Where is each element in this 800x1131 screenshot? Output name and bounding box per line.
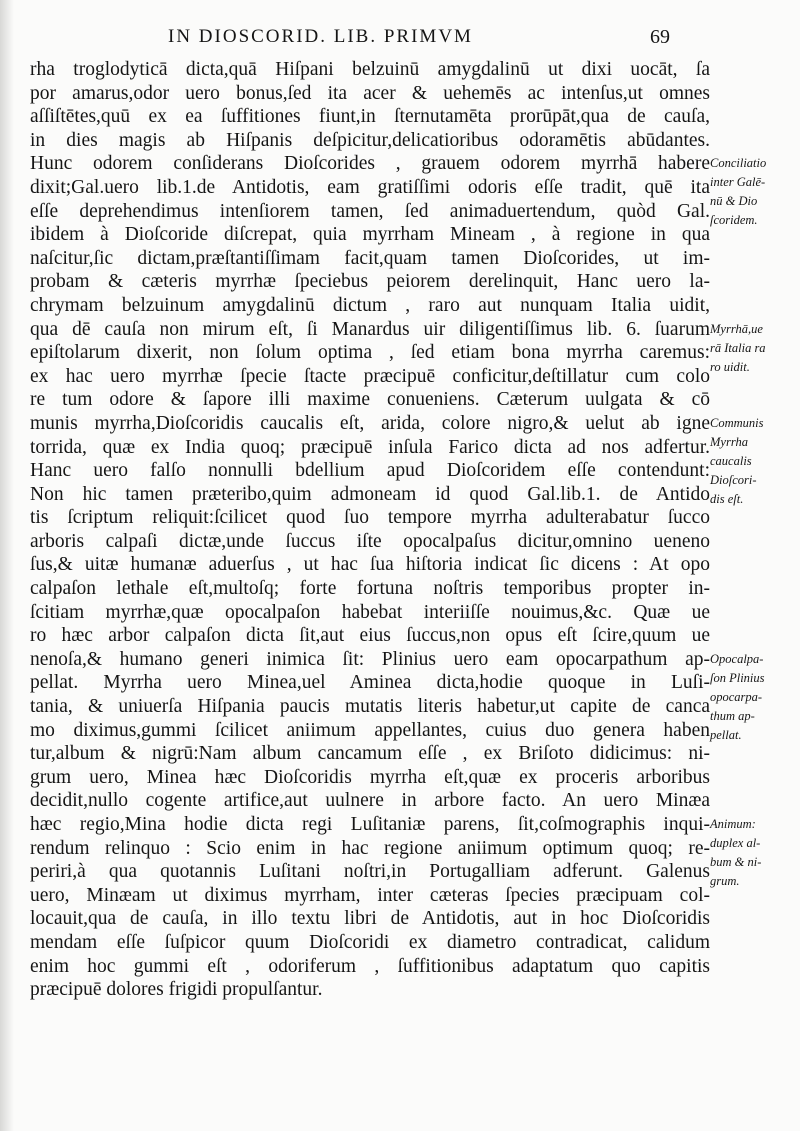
text-line: decidit,nullo cogente artifice,aut uulnere in arbore facto. An uero Minæa [30,790,710,812]
text-line: mo diximus,gummi ſcilicet aniimum appellantes, cuius duo genera haben [30,719,710,741]
text-line: qua dē cauſa non mirum eſt, ſi Manardus uir diligentiſſimus lib. 6. ſuarum [30,318,710,340]
text-line: aſſiſtētes,quū ex ea ſuffitiones fiunt,in ſternutamēta prorūpāt,qua de cauſa, [30,106,710,128]
text-line: probam & cæteris myrrhæ ſpeciebus peiorem derelinquit, Hanc uero la- [30,271,710,293]
text-line: chrymam belzuinum amygdalinū dictum , raro aut nunquam Italia uidit, [30,294,710,316]
text-line: dixit;Gal.uero lib.1.de Antidotis, eam gratiſſimi odoris eſſe tradit, quē ita [30,176,710,198]
marginal-note-line: inter Galē- [710,175,766,190]
page-number: 69 [650,26,670,48]
marginal-note-line: dis eſt. [710,492,744,506]
text-line: ro hæc arbor calpaſon dicta ſit,aut eius ſuccus,non opus eſt ſcire,quum ue [30,625,710,647]
text-line: uero, Minæam ut diximus myrrham, inter cæteras ſpecies præcipuam col- [30,884,710,906]
text-line: arboris calpaſi dictæ,unde ſuccus iſte opocalpaſus dicitur,omnino ueneno [30,530,710,552]
marginal-note-line: thum ap- [710,709,755,723]
text-line: epiſtolarum dixerit, non ſolum optima , ſed etiam bona myrrha caremus: [30,342,710,364]
marginal-note-line: ſon Plinius [710,671,765,685]
main-text-block [30,58,710,1002]
text-line: enim hoc gummi eſt , odoriferum , ſuffitionibus adaptatum quo capitis [30,955,710,977]
text-line: ſcitiam myrrhæ,quæ opocalpaſon habebat interiiſſe nouimus,&c. Quæ ue [30,601,710,623]
marginal-note-line: Myrrha [710,435,748,449]
marginal-note-line: grum. [710,874,740,889]
text-line: ſus,& uitæ humanæ aduerſus , ut hac ſua hiſtoria indicat ſic dicens : At opo [30,554,710,576]
text-line: hæc regio,Mina hodie dicta regi Luſitaniæ parens, ſit,coſmographis inqui- [30,814,710,835]
text-line: tis ſcriptum reliquit:ſcilicet quod ſuo tempore myrrha adulterabatur ſucco [30,507,710,529]
marginal-note [710,320,796,377]
text-line: torrida, quæ ex India quoq; præcipuē inſula Farico dicta ad nos adfertur. [30,436,710,458]
marginal-note-line: Communis [710,416,764,430]
marginal-note-line: Animum: [710,817,756,832]
marginal-note-line: ſcoridem. [710,213,758,228]
text-line: calpaſon lethale eſt,multoſq; forte fortuna noſtris temporibus propter in- [30,578,710,600]
marginal-note-line: pellat. [710,728,742,742]
text-line: pellat. Myrrha uero Minea,uel Aminea dicta,hodie quoque in Luſi- [30,672,710,694]
marginal-note [710,154,796,230]
text-line: naſcitur,ſic dictam,præſtantiſſimam facit,quam tamen Dioſcorides, ut im- [30,247,710,269]
scan-shadow [0,0,14,1131]
text-line: rendum relinquo : Scio enim in hac regione aniimum optimum quoq; re- [30,837,710,859]
marginal-note [710,815,796,891]
page-header [0,26,800,56]
text-line: ibidem à Dioſcoride diſcrepat, quia myrrham Mineam , à regione in qua [30,224,710,246]
text-line: locauit,qua de cauſa, in illo textu libri de Antidotis, aut in hoc Dioſcoridis [30,908,710,930]
text-line: grum uero, Minea hæc Dioſcoridis myrrha eſt,quæ ex proceris arboribus [30,766,710,788]
text-line: Hunc odorem conſiderans Dioſcorides , grauem odorem myrrhā habere [30,153,710,175]
text-line: re tum odore & ſapore illi maxime conueniens. Cæterum uulgata & cō [30,389,710,411]
running-head: IN DIOSCORID. LIB. PRIMVM [168,26,473,47]
text-line: rha troglodyticā dicta,quā Hiſpani belzuinū amygdalinū ut dixi uocāt, ſa [30,59,710,80]
text-line: por amarus,odor uero bonus,ſed ita acer & uehemēs ac intenſus,ut omnes [30,82,710,104]
marginal-note-line: Opocalpa- [710,652,764,666]
text-line: præcipuē dolores frigidi propulſantur. [30,979,323,1001]
text-line: ex hac uero myrrhæ ſpecie ſtacte præcipuē conficitur,deſtillatur cum colo [30,365,710,387]
text-line: in dies magis ab Hiſpanis deſpicitur,delicatioribus odoramētis abūdantes. [30,129,710,151]
text-line: nenoſa,& humano generi inimica ſit: Plinius uero eam opocarpathum ap- [30,648,710,670]
marginal-note [710,650,796,745]
marginal-note-line: opocarpa- [710,690,763,704]
text-line: mendam eſſe ſuſpicor quum Dioſcoridi ex diametro contradicat, calidum [30,931,710,953]
marginal-note-line: ro uidit. [710,359,750,374]
text-line: periri,à qua quotannis Luſitani noſtri,in Portugalliam adferunt. Galenus [30,861,710,883]
text-line: tur,album & nigrū:Nam album cancamum eſſe , ex Briſoto didicimus: ni- [30,743,710,765]
marginal-note-line: Myrrhā,ue [710,321,763,336]
text-line: tania, & uniuerſa Hiſpania paucis mutatis literis habetur,ut capite de canca [30,696,710,718]
marginal-note-line: Conciliatio [710,156,767,171]
text-line: eſſe deprehendimus intenſiorem tamen, ſed animaduertendum, quòd Gal. [30,200,710,222]
marginal-note-line: Dioſcori- [710,473,757,487]
marginal-note [710,414,796,509]
marginal-note-line: duplex al- [710,836,761,851]
marginal-note-line: caucalis [710,454,752,468]
marginal-note-line: bum & ni- [710,855,762,870]
marginal-note-line: rā Italia ra [710,340,766,355]
text-line: Hanc uero falſo nonnulli bdellium apud Dioſcoridem eſſe contendunt: [30,460,710,482]
marginal-note-line: nū & Dio [710,194,758,209]
text-line: Non hic tamen præteribo,quim admoneam id quod Gal.lib.1. de Antido [30,483,710,505]
text-line: munis myrrha,Dioſcoridis caucalis eſt, arida, colore nigro,& uelut ab igne [30,412,710,434]
